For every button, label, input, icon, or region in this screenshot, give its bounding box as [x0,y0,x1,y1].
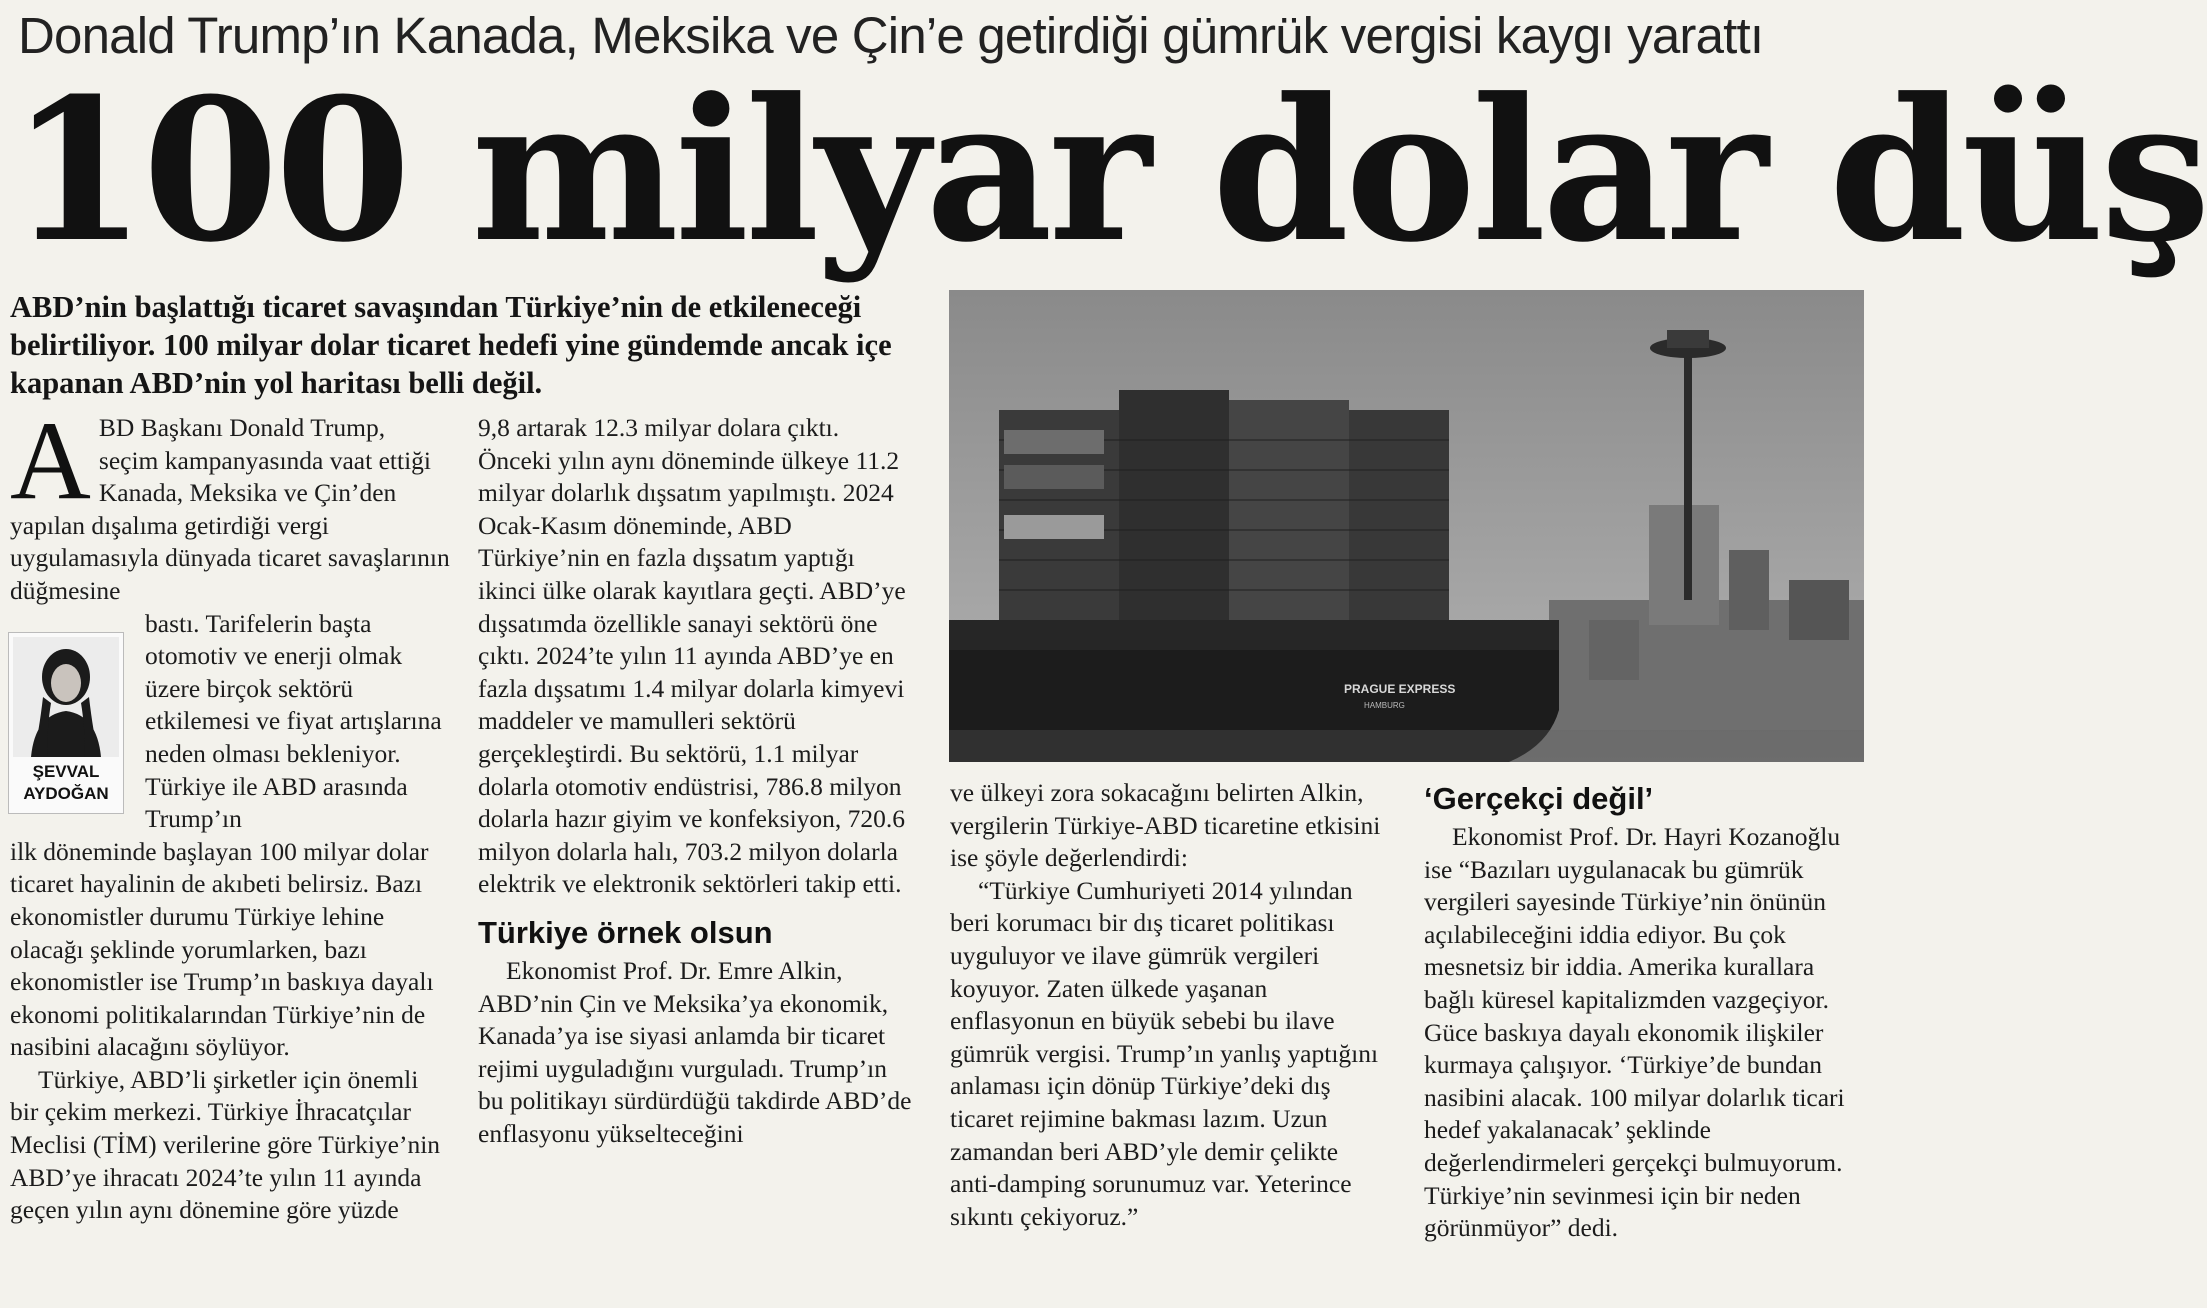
news-photo-container-ship [949,290,1864,762]
body-column-3 [950,777,1390,1233]
author-name: ŞEVVAL AYDOĞAN [23,762,109,803]
main-headline: 100 milyar dolar düş [10,56,2207,286]
subheading-ornek: Türkiye örnek olsun [478,914,773,950]
body-column-2 [478,412,918,1150]
author-photo [13,637,119,757]
ship-name-text: PRAGUE EXPRESS [1344,682,1456,696]
kicker-headline: Donald Trump’ın Kanada, Meksika ve Çin’e getirdiği gümrük vergisi kaygı yarattı [18,7,1764,64]
paragraph-kozanoglu: Ekonomist Prof. Dr. Hayri Kozanoğlu ise “Bazıları uygulanacak bu gümrük vergileri sayesinde Türkiye’nin önünün açılabileceğini iddia ediyor. Bu çok mesnetsiz bir iddia. Amerika kurallara bağlı küresel kapitalizmden vazgeçiyor. Güce baskıya dayalı ekonomik ilişkiler kurmaya çalışıyor. ‘Türkiye’de bundan nasibini alacak. 100 milyar dolarlık ticari hedef yakalanacak’ şeklinde değerlendirmeleri gerçekçi bulmuyorum. Türkiye’nin sevinmesi için bir neden görünmüyor” dedi. [1424,822,1845,1243]
paragraph-alkin-cont: ve ülkeyi zora sokacağını belirten Alkin, vergilerin Türkiye-ABD ticaretine etkisini ise şöyle değerlendirdi: [950,778,1381,873]
lead-paragraph [10,399,450,608]
ship-port-text: HAMBURG [1364,701,1405,710]
paragraph-continued: ilk döneminde başlayan 100 milyar dolar ticaret hayalinin de akıbeti belirsiz. Bazı ekonomistler durumu Türkiye lehine olacağı şeklinde yorumlarken, bazı ekonomistler ise Trump’ın baskıya dayalı ekonomi politikalarından Türkiye’nin de nasibini alacağını söylüyor. [10,836,434,1062]
paragraph-exports: 9,8 artarak 12.3 milyar dolara çıktı. Önceki yılın aynı döneminde ülkeye 11.2 milyar dolarlık dışsatım yapılmıştı. 2024 Ocak-Kasım döneminde, ABD Türkiye’nin en fazla dışsatım yaptığı ikinci ülke olarak kayıtlara geçti. ABD’ye dışsatımda özellikle sanayi sektörü öne çıktı. 2024’te yılın 11 ayında ABD’ye en fazla dışsatımı 1.4 milyar dolarla kimyevi maddeler ve mamulleri sektörü gerçekleştirdi. Bu sektörü, 1.1 milyar dolarla otomotiv endüstrisi, 786.8 milyon dolarla hazır giyim ve konfeksiyon, 720.6 milyon dolarla halı, 703.2 milyon dolarla elektrik ve elektronik sektörleri takip etti. [478,413,906,899]
spot-summary: ABD’nin başlattığı ticaret savaşından Türkiye’nin de etkileneceği belirtiliyor. 100 milyar dolar ticaret hedefi yine gündemde ancak içe kapanan ABD’nin yol haritası belli değil. [10,290,892,400]
lead-text: BD Başkanı Donald Trump, seçim kampanyasında vaat ettiği Kanada, Meksika ve [98,413,431,508]
paragraph-beside-author: bastı. Tarifelerin başta otomotiv ve enerji olmak üzere birçok sektörü etkilemesi ve fiyat artışlarına neden olması bekleniyor. Türkiye ile ABD arasında Trump’ın [145,608,442,834]
subheading-gercekci: ‘Gerçekçi değil’ [1424,781,1654,816]
paragraph-alkin: Ekonomist Prof. Dr. Emre Alkin, ABD’nin Çin ve Meksika’ya ekonomik, Kanada’ya ise siyasi anlamda bir ticaret rejimi uyguladığını vurguladı. Trump’ın bu politikayı sürdürdüğü takdirde ABD’de enflasyonu yükselteceğini [478,955,912,1148]
body-column-1 [10,399,450,1227]
dropcap-letter: A [10,399,91,523]
author-box [8,632,124,814]
lead-text-cont: Çin’den yapılan dışalıma getirdiği vergi uygulamasıyla dünyada ticaret savaşlarının düğmesine [10,478,450,605]
body-column-4 [1424,777,1864,1245]
paragraph-tim: Türkiye, ABD’li şirketler için önemli bir çekim merkezi. Türkiye İhracatçılar Meclisi (TİM) verilerine göre Türkiye’nin ABD’ye ihracatı 2024’te yılın 11 ayında geçen yılın aynı dönemine göre yüzde [10,1064,441,1225]
quote-alkin: “Türkiye Cumhuriyeti 2014 yılından beri korumacı bir dış ticaret politikası uyguluyor ve ilave gümrük vergileri koyuyor. Zaten ülkede yaşanan enflasyonun en büyük sebebi bu ilave gümrük vergisi. Trump’ın yanlış yaptığını anlaması için dönüp Türkiye’deki dış ticaret rejimine bakması lazım. Uzun zamandan beri ABD’yle demir çelikte anti-damping sorunumuz var. Yeterince sıkıntı çekiyoruz.” [950,875,1379,1231]
